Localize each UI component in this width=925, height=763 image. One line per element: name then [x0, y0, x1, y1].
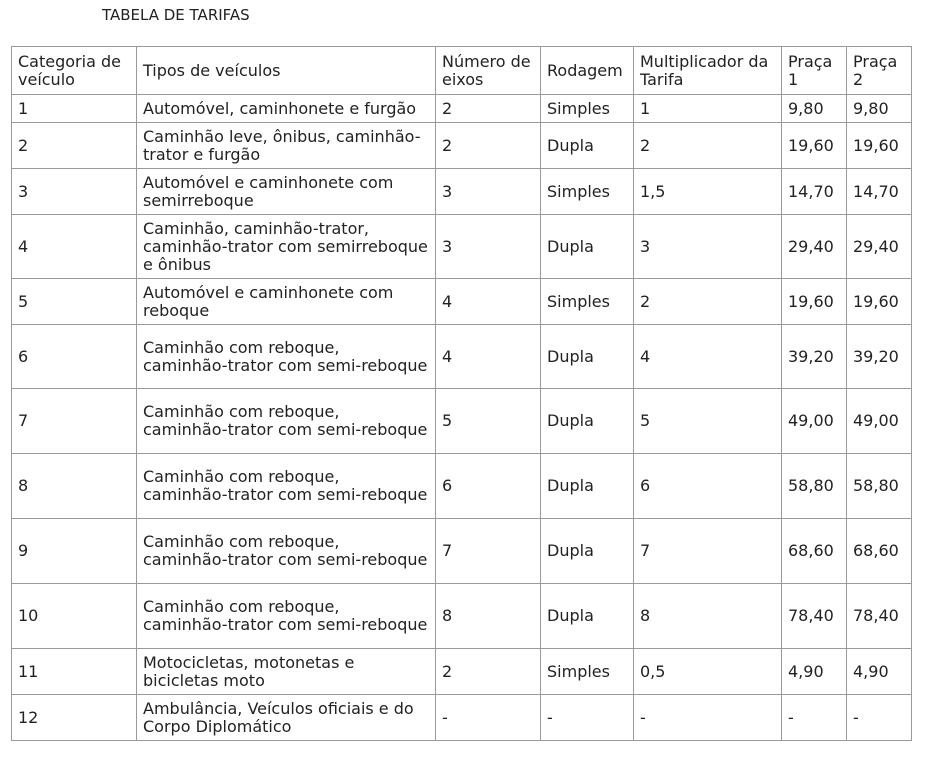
cell-eixos: 3 [436, 215, 541, 279]
cell-eixos: 2 [436, 649, 541, 695]
header-eixos: Número de eixos [436, 47, 541, 95]
cell-tipos: Caminhão com reboque, caminhão-trator com semi-reboque [137, 584, 436, 649]
cell-categoria: 6 [12, 325, 137, 389]
cell-tipos: Motocicletas, motonetas e bicicletas moto [137, 649, 436, 695]
tariff-table [11, 46, 912, 741]
cell-praca1: 58,80 [782, 454, 847, 519]
cell-praca2: 19,60 [847, 123, 912, 169]
cell-tipos: Caminhão com reboque, caminhão-trator com semi-reboque [137, 454, 436, 519]
cell-rodagem: Dupla [541, 389, 634, 454]
table-row [12, 454, 912, 519]
cell-praca1: 14,70 [782, 169, 847, 215]
cell-eixos: 2 [436, 123, 541, 169]
table-row [12, 279, 912, 325]
cell-praca1: 19,60 [782, 279, 847, 325]
cell-praca2: 29,40 [847, 215, 912, 279]
cell-praca1: 49,00 [782, 389, 847, 454]
cell-categoria: 8 [12, 454, 137, 519]
table-row [12, 325, 912, 389]
cell-categoria: 3 [12, 169, 137, 215]
cell-eixos: 8 [436, 584, 541, 649]
cell-praca2: 68,60 [847, 519, 912, 584]
cell-tipos: Caminhão leve, ônibus, caminhão-trator e furgão [137, 123, 436, 169]
cell-praca2: 39,20 [847, 325, 912, 389]
cell-praca1: 78,40 [782, 584, 847, 649]
cell-praca1: - [782, 695, 847, 741]
cell-multiplicador: 4 [634, 325, 782, 389]
cell-praca2: 49,00 [847, 389, 912, 454]
table-row [12, 695, 912, 741]
cell-praca2: 4,90 [847, 649, 912, 695]
cell-multiplicador: 2 [634, 279, 782, 325]
cell-praca2: 19,60 [847, 279, 912, 325]
cell-praca1: 19,60 [782, 123, 847, 169]
cell-praca1: 39,20 [782, 325, 847, 389]
cell-praca1: 9,80 [782, 95, 847, 123]
header-praca2: Praça 2 [847, 47, 912, 95]
cell-categoria: 2 [12, 123, 137, 169]
cell-rodagem: - [541, 695, 634, 741]
table-row [12, 389, 912, 454]
table-header-row [12, 47, 912, 95]
cell-eixos: 2 [436, 95, 541, 123]
cell-multiplicador: 7 [634, 519, 782, 584]
cell-eixos: 4 [436, 325, 541, 389]
cell-tipos: Caminhão com reboque, caminhão-trator com semi-reboque [137, 325, 436, 389]
cell-rodagem: Simples [541, 95, 634, 123]
cell-tipos: Caminhão com reboque, caminhão-trator com semi-reboque [137, 519, 436, 584]
cell-eixos: - [436, 695, 541, 741]
cell-categoria: 5 [12, 279, 137, 325]
cell-multiplicador: 6 [634, 454, 782, 519]
table-row [12, 169, 912, 215]
cell-praca2: 78,40 [847, 584, 912, 649]
table-row [12, 95, 912, 123]
cell-multiplicador: 0,5 [634, 649, 782, 695]
cell-eixos: 5 [436, 389, 541, 454]
cell-multiplicador: 1 [634, 95, 782, 123]
cell-tipos: Ambulância, Veículos oficiais e do Corpo Diplomático [137, 695, 436, 741]
table-title: TABELA DE TARIFAS [102, 6, 250, 24]
table-row [12, 649, 912, 695]
table-row [12, 215, 912, 279]
cell-multiplicador: 3 [634, 215, 782, 279]
cell-eixos: 7 [436, 519, 541, 584]
cell-tipos: Automóvel e caminhonete com semirreboque [137, 169, 436, 215]
cell-rodagem: Simples [541, 169, 634, 215]
cell-multiplicador: 2 [634, 123, 782, 169]
cell-praca2: - [847, 695, 912, 741]
table-row [12, 123, 912, 169]
cell-tipos: Caminhão com reboque, caminhão-trator com semi-reboque [137, 389, 436, 454]
cell-categoria: 10 [12, 584, 137, 649]
table-row [12, 584, 912, 649]
cell-rodagem: Dupla [541, 325, 634, 389]
cell-rodagem: Dupla [541, 519, 634, 584]
cell-rodagem: Dupla [541, 123, 634, 169]
table-row [12, 519, 912, 584]
cell-praca1: 68,60 [782, 519, 847, 584]
cell-rodagem: Simples [541, 279, 634, 325]
cell-rodagem: Simples [541, 649, 634, 695]
cell-multiplicador: 5 [634, 389, 782, 454]
header-categoria: Categoria de veículo [12, 47, 137, 95]
cell-multiplicador: 1,5 [634, 169, 782, 215]
header-praca1: Praça 1 [782, 47, 847, 95]
cell-rodagem: Dupla [541, 584, 634, 649]
cell-eixos: 6 [436, 454, 541, 519]
cell-eixos: 3 [436, 169, 541, 215]
header-tipos: Tipos de veículos [137, 47, 436, 95]
cell-praca2: 14,70 [847, 169, 912, 215]
cell-categoria: 12 [12, 695, 137, 741]
cell-categoria: 4 [12, 215, 137, 279]
cell-praca1: 29,40 [782, 215, 847, 279]
cell-categoria: 11 [12, 649, 137, 695]
cell-tipos: Caminhão, caminhão-trator, caminhão-trator com semirreboque e ônibus [137, 215, 436, 279]
cell-multiplicador: - [634, 695, 782, 741]
cell-categoria: 9 [12, 519, 137, 584]
header-multiplicador: Multiplicador da Tarifa [634, 47, 782, 95]
cell-tipos: Automóvel e caminhonete com reboque [137, 279, 436, 325]
cell-tipos: Automóvel, caminhonete e furgão [137, 95, 436, 123]
cell-multiplicador: 8 [634, 584, 782, 649]
cell-praca2: 58,80 [847, 454, 912, 519]
cell-rodagem: Dupla [541, 454, 634, 519]
cell-eixos: 4 [436, 279, 541, 325]
cell-rodagem: Dupla [541, 215, 634, 279]
cell-categoria: 7 [12, 389, 137, 454]
cell-praca2: 9,80 [847, 95, 912, 123]
cell-praca1: 4,90 [782, 649, 847, 695]
cell-categoria: 1 [12, 95, 137, 123]
header-rodagem: Rodagem [541, 47, 634, 95]
